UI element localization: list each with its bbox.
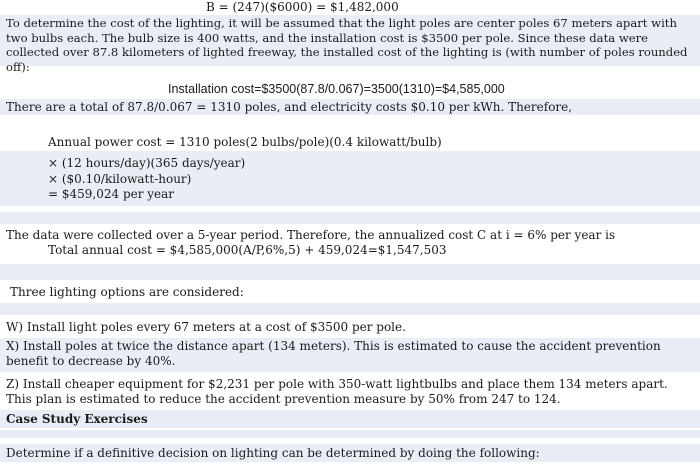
- poles-band: [0, 99, 700, 115]
- exercise-intro: Determine if a definitive decision on lighting can be determined by doing the following:: [6, 446, 540, 460]
- separator-band-3: [0, 303, 700, 315]
- total-annual-cost: Total annual cost = $4,585,000(A/P,6%,5) + 459,024=$1,547,503: [48, 243, 447, 257]
- exercises-heading-band: [0, 410, 700, 428]
- exercise-intro-band: [0, 444, 700, 462]
- benefit-equation: B = (247)($6000) = $1,482,000: [206, 0, 399, 14]
- option-x-band: [0, 338, 700, 372]
- installation-cost-equation: Installation cost=$3500(87.8/0.067)=3500(1310)=$4,585,000: [168, 82, 505, 96]
- intro-band: [0, 15, 700, 74]
- annual-power-band: [0, 151, 700, 206]
- annual-power-line-3: × ($0.10/kilowatt-hour): [48, 171, 192, 186]
- poles-sentence: There are a total of 87.8/0.067 = 1310 poles, and electricity costs $0.10 per kWh. Therefore,: [6, 100, 573, 114]
- annualized-sentence: The data were collected over a 5-year period. Therefore, the annualized cost C at i = 6% per year is: [6, 228, 616, 242]
- option-z: Z) Install cheaper equipment for $2,231 per pole with 350-watt lightbulbs and place them 134 meters apart. This plan is estimated to reduce the accident prevention measure by 50% from 247 to 124.: [6, 377, 668, 406]
- annual-power-line-2: × (12 hours/day)(365 days/year): [48, 156, 246, 170]
- separator-band-2: [0, 264, 700, 280]
- option-x: X) Install poles at twice the distance apart (134 meters). This is estimated to cause the accident prevention benefit to decrease by 40%.: [6, 339, 661, 368]
- annual-power-line-1: Annual power cost = 1310 poles(2 bulbs/pole)(0.4 kilowatt/bulb): [48, 135, 442, 149]
- separator-band-4: [0, 430, 700, 438]
- annual-power-line-4: = $459,024 per year: [48, 187, 175, 201]
- options-intro: Three lighting options are considered:: [10, 285, 244, 299]
- exercises-heading: Case Study Exercises: [6, 412, 148, 426]
- separator-band: [0, 212, 700, 224]
- intro-paragraph: To determine the cost of the lighting, it will be assumed that the light poles are center poles 67 meters apart with two bulbs each. The bulb size is 400 watts, and the installation cost is $3500 per pole. Since these data were collected over 87.8 kilometers of lighted freeway, the installed cost of the lighting is (with number of poles rounded off):: [6, 16, 688, 74]
- option-w: W) Install light poles every 67 meters at a cost of $3500 per pole.: [6, 320, 406, 334]
